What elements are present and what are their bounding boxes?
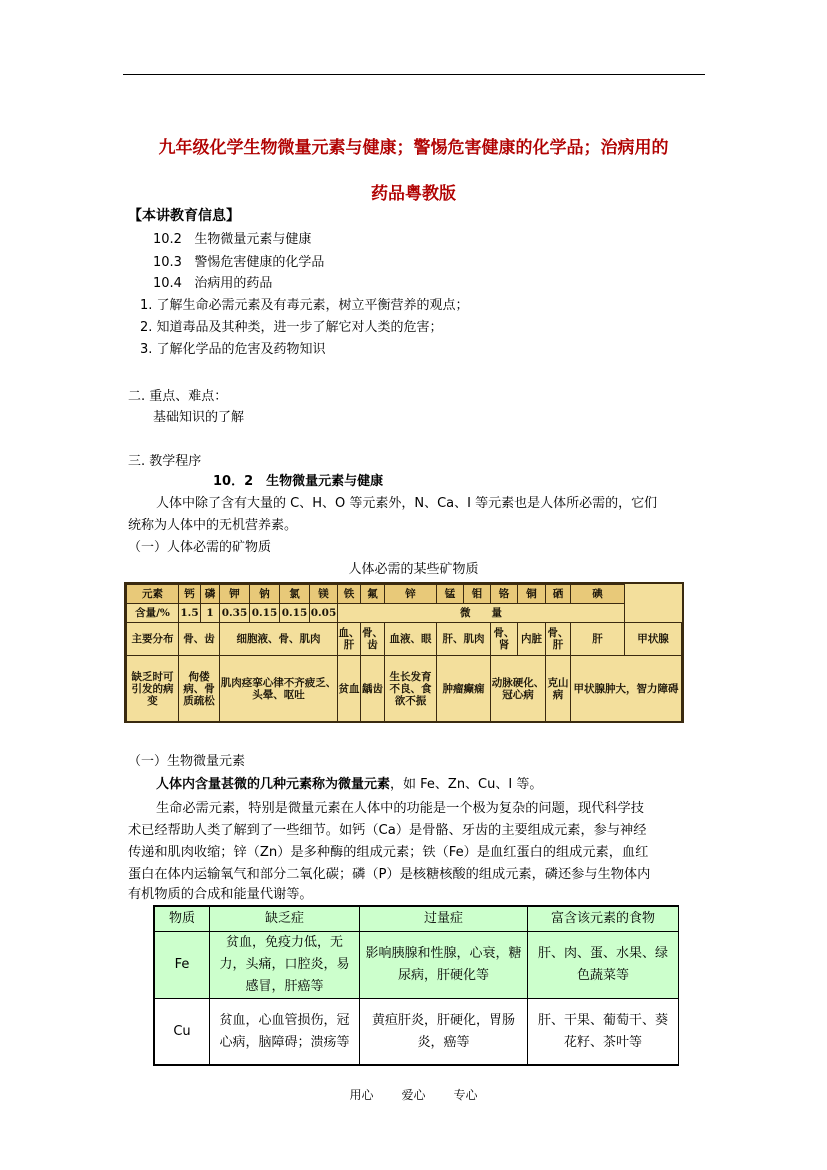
table-cell: 1 [201,604,220,623]
table-cell: 肝、肌肉 [437,623,491,656]
table-cell: 骨、肾 [491,623,518,656]
table-cell: 肝、肉、蛋、水果、绿色蔬菜等 [528,932,679,999]
para2-line: 术已经帮助人类了解到了一些细节。如钙（Ca）是骨骼、牙齿的主要组成元素，参与神经 [128,823,647,838]
table-cell: 骨、齿 [361,623,385,656]
para2-line: 生命必需元素，特别是微量元素在人体中的功能是一个极为复杂的问题，现代科学技 [156,801,644,816]
page-title-line1: 九年级化学生物微量元素与健康；警惕危害健康的化学品；治病用的 [158,138,669,158]
table-cell: 主要分布 [127,623,179,656]
table-cell: 氟 [361,585,385,604]
section-text: 生物微量元素与健康 [194,232,312,247]
table-cell: 0.35 [220,604,250,623]
section-item [153,253,324,273]
mineral-table [124,582,684,723]
table-cell: 磷 [201,585,220,604]
table-cell: 佝偻病、骨质疏松 [179,656,220,722]
section-text: 治病用的药品 [194,276,273,291]
table-header: 富含该元素的食物 [528,907,679,932]
table-cell: 硒 [546,585,571,604]
table-cell: 克山病 [546,656,571,722]
section-text: 警惕危害健康的化学品 [194,255,325,270]
table-cell: 钾 [220,585,250,604]
table-cell: 含量/% [127,604,179,623]
trace-heading: （一）生物微量元素 [128,754,246,769]
table-cell: 血、肝 [338,623,361,656]
table-cell: 血液、眼 [385,623,437,656]
footer-text: 爱心 [401,1088,426,1102]
section-num: 10.4 [153,276,182,291]
table-header: 过量症 [360,907,528,932]
table-cell: 影响胰腺和性腺，心衰，糖尿病，肝硬化等 [360,932,528,999]
process-heading: 三. 教学程序 [128,454,202,469]
table-cell: 骨、肝 [546,623,571,656]
table-cell: 龋齿 [361,656,385,722]
table-cell: 内脏 [518,623,546,656]
table-cell: 黄疸肝炎，肝硬化，胃肠炎，癌等 [360,999,528,1065]
para2-line: 有机物质的合成和能量代谢等。 [128,887,313,902]
table-row [155,999,679,1065]
sub-heading: 10．2 生物微量元素与健康 [213,474,384,489]
table-cell: 细胞液、骨、肌肉 [220,623,338,656]
para2-line: 传递和肌肉收缩；锌（Zn）是多种酶的组成元素；铁（Fe）是血红蛋白的组成元素，血红 [128,845,649,860]
table-cell: Cu [155,999,210,1065]
section-num: 10.3 [153,255,182,270]
table-cell: 钠 [250,585,280,604]
table-header: 缺乏症 [210,907,360,932]
page-title-line2: 药品粤教版 [371,184,456,204]
table-cell: 锌 [385,585,437,604]
table-cell: 缺乏时可引发的病变 [127,656,179,722]
table-cell: 锰 [437,585,464,604]
table-cell: 氯 [280,585,310,604]
section-item [153,230,311,250]
table-cell: 动脉硬化、冠心病 [491,656,546,722]
trace-intro [156,775,542,795]
table-cell: 肌肉痉挛心律不齐疲乏、头晕、呕吐 [220,656,338,722]
table-cell: 生长发育不良、食欲不振 [385,656,437,722]
table-cell: 贫血 [338,656,361,722]
goal-item: 1. 了解生命必需元素及有毒元素，树立平衡营养的观点； [140,298,469,313]
table-cell: 铁 [338,585,361,604]
table-cell: 甲状腺 [625,623,682,656]
table-cell: 0.05 [310,604,338,623]
key-text: 基础知识的了解 [153,410,245,425]
table-cell: 肿瘤癫痫 [437,656,491,722]
footer-text: 专心 [453,1088,478,1102]
food-table [153,905,679,1066]
key-heading: 二. 重点、难点： [128,389,228,404]
header-rule [123,74,705,75]
table-row [155,932,679,999]
table-cell: 肝 [571,623,625,656]
table-cell: 钼 [464,585,491,604]
section-item [153,274,272,294]
para1-line1: 人体中除了含有大量的 C、H、O 等元素外，N、Ca、I 等元素也是人体所必需的，它们 [156,496,658,511]
mineral-caption: 人体必需的某些矿物质 [348,562,479,577]
table-header: 物质 [155,907,210,932]
goal-item: 3. 了解化学品的危害及药物知识 [140,342,326,357]
para2-line: 蛋白在体内运输氧气和部分二氧化碳；磷（P）是核糖核酸的组成元素，磷还参与生物体内 [128,867,651,882]
trace-definition: 人体内含量甚微的几种元素称为微量元素 [156,777,391,792]
para1-line2: 统称为人体中的无机营养素。 [128,518,298,533]
table-cell: 甲状腺肿大，智力障碍 [571,656,682,722]
table-cell: 1.5 [179,604,201,623]
table-cell: 肝、干果、葡萄干、葵花籽、茶叶等 [528,999,679,1065]
table-cell: 碘 [571,585,625,604]
page-footer [0,1086,827,1103]
mineral-heading: （一）人体必需的矿物质 [128,540,272,555]
table-cell: 骨、齿 [179,623,220,656]
trace-examples: ，如 Fe、Zn、Cu、I 等。 [390,777,543,792]
table-cell: 钙 [179,585,201,604]
info-heading: 【本讲教育信息】 [128,208,240,224]
table-cell: 铜 [518,585,546,604]
table-cell: 0.15 [250,604,280,623]
table-cell: 微 量 [338,604,625,623]
table-cell: 镁 [310,585,338,604]
table-cell: 贫血，心血管损伤，冠心病，脑障碍；溃疡等 [210,999,360,1065]
table-cell: 铬 [491,585,518,604]
table-cell: 贫血，免疫力低，无力，头痛，口腔炎，易感冒，肝癌等 [210,932,360,999]
goal-item: 2. 知道毒品及其种类，进一步了解它对人类的危害； [140,320,443,335]
table-cell: Fe [155,932,210,999]
table-cell: 0.15 [280,604,310,623]
footer-text: 用心 [349,1088,374,1102]
section-num: 10.2 [153,232,182,247]
table-cell: 元素 [127,585,179,604]
